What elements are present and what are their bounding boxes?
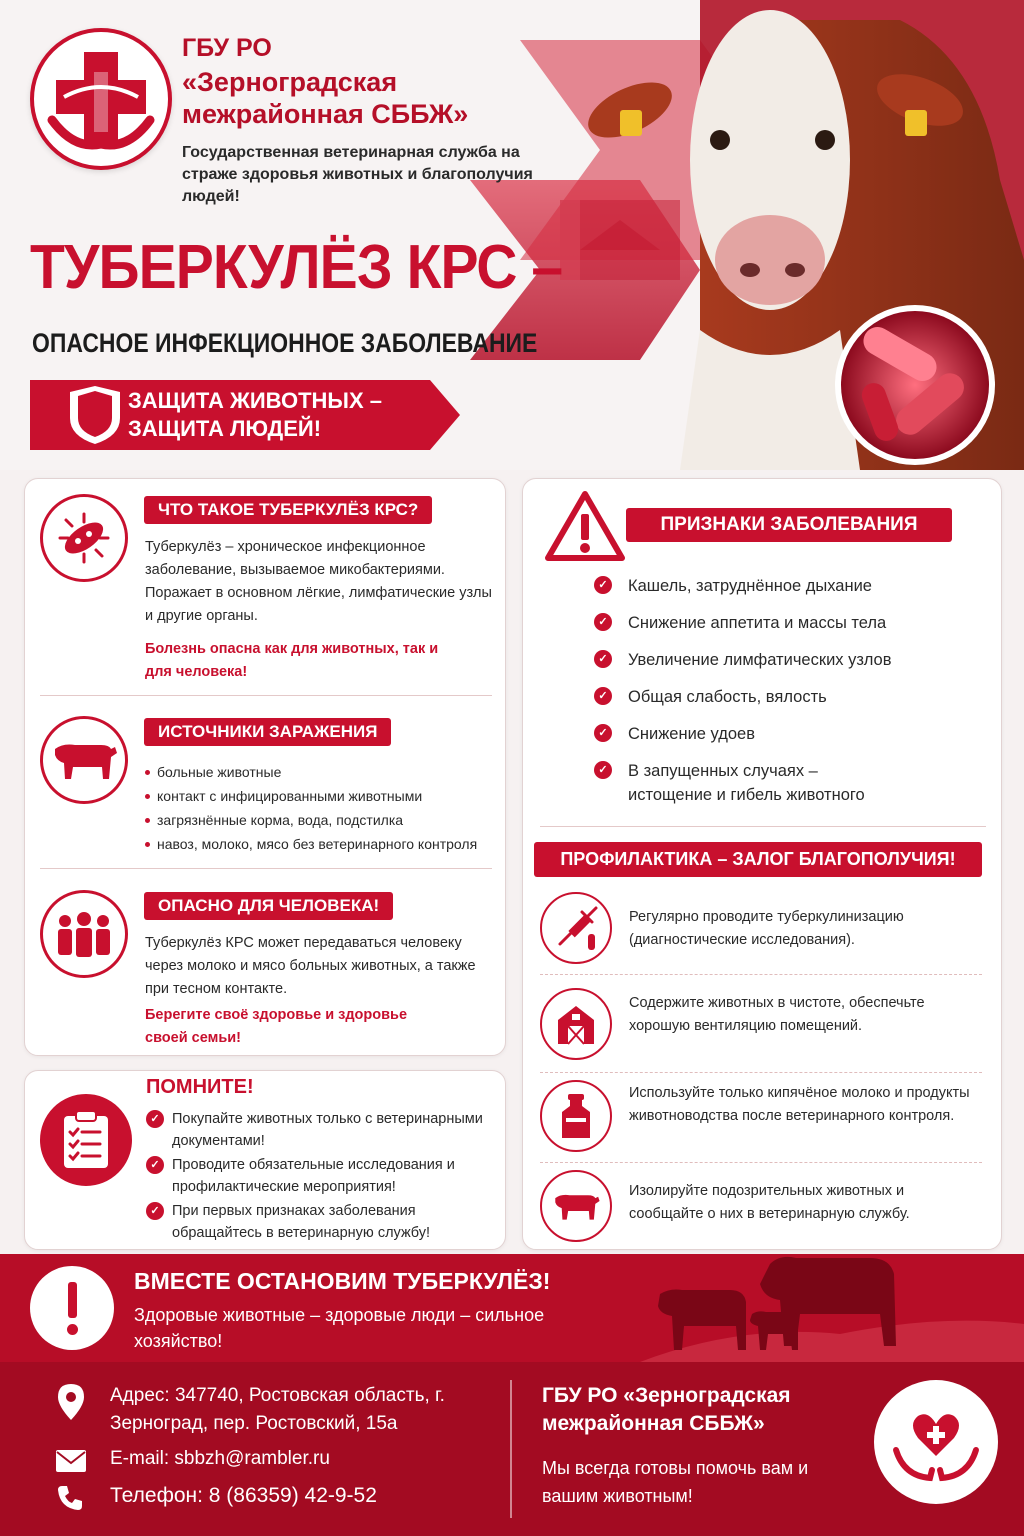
what-is-warning: Болезнь опасна как для животных, так и для человека! — [145, 641, 439, 680]
check-icon: ✓ — [594, 613, 612, 631]
bacteria-illustration — [835, 305, 995, 465]
check-icon: ✓ — [594, 576, 612, 594]
list-item: загрязнённые корма, вода, подстилка — [145, 808, 500, 832]
sources-list — [145, 760, 500, 856]
divider — [540, 1162, 982, 1163]
phone-icon — [56, 1484, 84, 1517]
header — [0, 0, 1024, 470]
what-is-title: ЧТО ТАКОЕ ТУБЕРКУЛЁЗ КРС? — [144, 496, 432, 524]
syringe-icon — [540, 892, 612, 964]
org-abbr: ГБУ РО — [182, 34, 272, 62]
slogan-line-1: ЗАЩИТА ЖИВОТНЫХ – — [128, 388, 382, 413]
bacteria-icon — [40, 494, 128, 582]
prevention-text-1: Регулярно проводите туберкулинизацию (диагностические исследования). — [629, 909, 904, 948]
list-item: ✓ Увеличение лимфатических узлов — [594, 648, 894, 672]
check-icon: ✓ — [146, 1110, 164, 1128]
org-tagline: Государственная ветеринарная служба на страже здоровья животных и благополучия людей! — [182, 144, 533, 205]
list-item: ✓ Снижение удоев — [594, 722, 894, 746]
check-icon: ✓ — [146, 1156, 164, 1174]
remember-title: ПОМНИТЕ! — [146, 1076, 254, 1098]
list-item: контакт с инфицированными животными — [145, 784, 500, 808]
list-item: навоз, молоко, мясо без ветеринарного контроля — [145, 832, 500, 856]
cta-band — [0, 1254, 1024, 1362]
divider — [40, 868, 492, 869]
checklist-icon — [40, 1094, 132, 1186]
list-item: больные животные — [145, 760, 500, 784]
people-icon — [40, 890, 128, 978]
footer-logo — [874, 1380, 998, 1504]
cta-title: ВМЕСТЕ ОСТАНОВИМ ТУБЕРКУЛЁЗ! — [134, 1268, 551, 1294]
subtitle: ОПАСНОЕ ИНФЕКЦИОННОЕ ЗАБОЛЕВАНИЕ — [32, 328, 538, 358]
danger-warning: Берегите своё здоровье и здоровье своей семьи! — [145, 1007, 408, 1046]
divider — [40, 695, 492, 696]
main-title: ТУБЕРКУЛЁЗ КРС – — [30, 233, 563, 302]
prevention-text-3: Используйте только кипячёное молоко и продукты животноводства после ветеринарного контроля. — [629, 1085, 970, 1124]
check-icon: ✓ — [146, 1202, 164, 1220]
slogan-text — [128, 387, 382, 443]
list-item: ✓ В запущенных случаях – истощение и гибель животного — [594, 759, 894, 807]
cattle-silhouette — [640, 1254, 1024, 1362]
prevention-text-2: Содержите животных в чистоте, обеспечьте хорошую вентиляцию помещений. — [629, 995, 925, 1034]
symptoms-list — [594, 574, 894, 807]
footer-org-name: ГБУ РО «Зерноградская межрайонная СББЖ» — [542, 1384, 791, 1435]
divider — [540, 1072, 982, 1073]
list-item: ✓ При первых признаках заболевания обращайтесь в ветеринарную службу! — [146, 1200, 491, 1244]
divider — [540, 974, 982, 975]
check-icon: ✓ — [594, 650, 612, 668]
warning-icon — [544, 490, 626, 567]
prevention-title: ПРОФИЛАКТИКА – ЗАЛОГ БЛАГОПОЛУЧИЯ! — [534, 842, 982, 877]
cta-subtitle: Здоровые животные – здоровые люди – сильное хозяйство! — [134, 1305, 545, 1351]
footer — [0, 1362, 1024, 1536]
cow-icon — [40, 716, 128, 804]
list-item: ✓ Общая слабость, вялость — [594, 685, 894, 709]
danger-text: Туберкулёз КРС может передаваться человеку через молоко и мясо больных животных, а также при тесном контакте. — [145, 935, 476, 997]
org-name: «Зерноградская межрайонная СББЖ» — [182, 67, 469, 129]
symptoms-title: ПРИЗНАКИ ЗАБОЛЕВАНИЯ — [626, 508, 952, 542]
exclamation-icon — [30, 1266, 114, 1350]
list-item: ✓ Покупайте животных только с ветеринарными документами! — [146, 1108, 491, 1152]
footer-email[interactable]: E-mail: sbbzh@rambler.ru — [110, 1448, 330, 1469]
prevention-text-4: Изолируйте подозрительных животных и сообщайте о них в ветеринарную службу. — [629, 1183, 910, 1222]
check-icon: ✓ — [594, 724, 612, 742]
mail-icon — [56, 1450, 86, 1477]
location-icon — [58, 1384, 84, 1425]
what-is-text: Туберкулёз – хроническое инфекционное заболевание, вызываемое микобактериями. Поражает в основном лёгкие, лимфатические узлы и другие органы. — [145, 539, 492, 624]
footer-phone[interactable]: Телефон: 8 (86359) 42-9-52 — [110, 1484, 377, 1507]
list-item: ✓ Снижение аппетита и массы тела — [594, 611, 894, 635]
divider — [540, 826, 986, 827]
footer-slogan: Мы всегда готовы помочь вам и вашим животным! — [542, 1458, 809, 1506]
cow-icon — [540, 1170, 612, 1242]
footer-address: Адрес: 347740, Ростовская область, г. Зерноград, пер. Ростовский, 15а — [110, 1385, 445, 1434]
check-icon: ✓ — [594, 761, 612, 779]
footer-divider — [510, 1380, 512, 1518]
list-item: ✓ Кашель, затруднённое дыхание — [594, 574, 894, 598]
org-logo — [30, 28, 172, 170]
danger-title: ОПАСНО ДЛЯ ЧЕЛОВЕКА! — [144, 892, 393, 920]
barn-icon — [540, 988, 612, 1060]
sources-title: ИСТОЧНИКИ ЗАРАЖЕНИЯ — [144, 718, 391, 746]
milk-can-icon — [540, 1080, 612, 1152]
remember-list — [146, 1108, 491, 1244]
slogan-line-2: ЗАЩИТА ЛЮДЕЙ! — [128, 416, 322, 441]
check-icon: ✓ — [594, 687, 612, 705]
list-item: ✓ Проводите обязательные исследования и профилактические мероприятия! — [146, 1154, 491, 1198]
